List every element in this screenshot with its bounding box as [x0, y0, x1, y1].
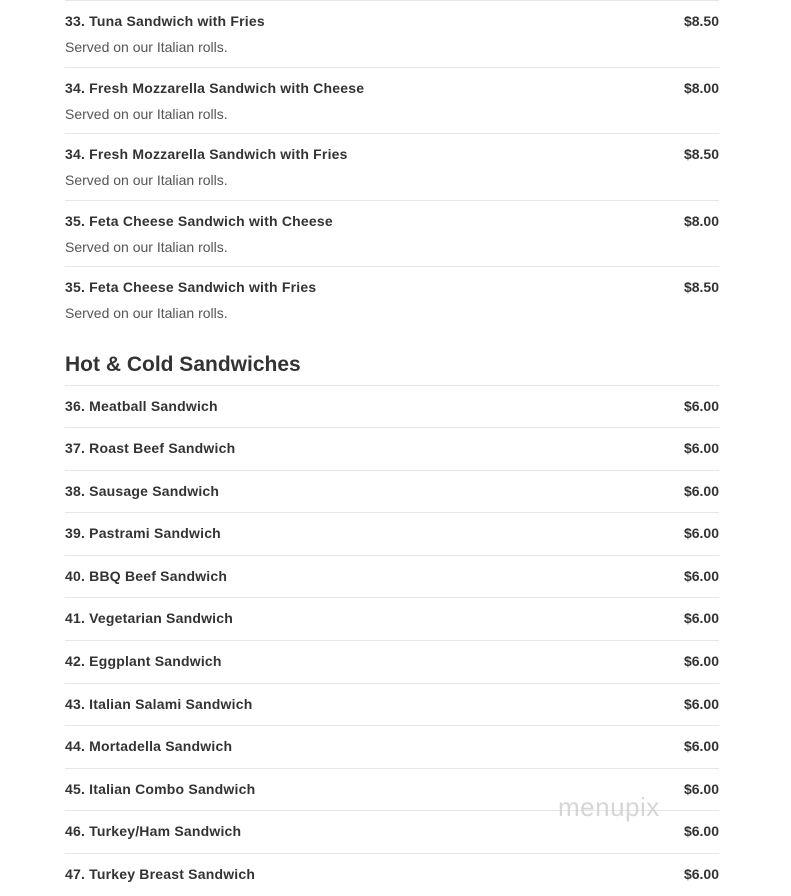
section-title: Hot & Cold Sandwiches — [65, 352, 301, 376]
menu-item-price: $6.00 — [683, 525, 719, 542]
menu-item-name: 35. Feta Cheese Sandwich with Fries — [65, 279, 317, 295]
menu-item-price: $6.00 — [683, 610, 719, 627]
menu-item-description: Served on our Italian rolls. — [65, 105, 228, 122]
menu-item-price: $8.50 — [683, 279, 719, 295]
menu-item-price: $6.00 — [683, 482, 719, 499]
menu-item-price: $6.00 — [683, 695, 719, 712]
menu-item-price: $6.00 — [683, 866, 719, 883]
menu-item-price: $8.00 — [683, 79, 719, 96]
menu-item-description: Served on our Italian rolls. — [65, 39, 228, 55]
menu-item-price: $8.50 — [683, 146, 719, 162]
menu-item-name: 34. Fresh Mozzarella Sandwich with Fries — [65, 146, 348, 162]
menu-item[interactable] — [65, 385, 719, 428]
menu-item-name: 47. Turkey Breast Sandwich — [65, 866, 256, 883]
menu-section-sandwiches-continued — [65, 0, 719, 333]
menu-item-price: $6.00 — [683, 780, 719, 797]
menu-item-price: $6.00 — [683, 397, 719, 414]
menu-item[interactable] — [65, 470, 719, 513]
menu-item-name: 35. Feta Cheese Sandwich with Cheese — [65, 212, 333, 229]
menu-item-name: 44. Mortadella Sandwich — [65, 738, 233, 755]
menu-item-name: 34. Fresh Mozzarella Sandwich with Cheese — [65, 79, 365, 96]
menu-item[interactable] — [65, 200, 719, 267]
menu-item-name: 38. Sausage Sandwich — [65, 482, 220, 499]
menu-item-name: 41. Vegetarian Sandwich — [65, 610, 233, 627]
menu-item[interactable] — [65, 597, 719, 640]
menu-item-description: Served on our Italian rolls. — [65, 305, 228, 321]
menu-item-name: 42. Eggplant Sandwich — [65, 653, 222, 670]
menu-item[interactable] — [65, 512, 719, 555]
menu-item[interactable] — [65, 683, 719, 726]
watermark-logo: menupix — [558, 792, 660, 822]
menu-item[interactable] — [65, 853, 719, 896]
menu-item[interactable] — [65, 133, 719, 200]
menu-item[interactable] — [65, 266, 719, 333]
menu-item-price: $8.00 — [683, 212, 719, 229]
menu-content — [65, 0, 719, 896]
menu-item-price: $6.00 — [683, 738, 719, 755]
menu-item[interactable] — [65, 0, 719, 67]
menu-item-price: $6.00 — [683, 823, 719, 840]
menu-item-name: 46. Turkey/Ham Sandwich — [65, 823, 242, 840]
menu-item[interactable] — [65, 67, 719, 134]
menu-item-name: 37. Roast Beef Sandwich — [65, 440, 236, 457]
menu-item-price: $6.00 — [683, 567, 719, 584]
menu-item[interactable] — [65, 725, 719, 768]
menu-item-description: Served on our Italian rolls. — [65, 172, 228, 188]
menu-item-name: 36. Meatball Sandwich — [65, 397, 218, 414]
menu-item-price: $8.50 — [683, 13, 719, 29]
menu-item[interactable] — [65, 555, 719, 598]
menu-item-description: Served on our Italian rolls. — [65, 238, 228, 255]
menu-item-price: $6.00 — [683, 653, 719, 670]
menu-item-name: 43. Italian Salami Sandwich — [65, 695, 253, 712]
section-heading — [65, 333, 719, 385]
menu-item-price: $6.00 — [683, 440, 719, 457]
menu-item[interactable] — [65, 427, 719, 470]
menu-item-name: 45. Italian Combo Sandwich — [65, 780, 256, 797]
menu-item-name: 39. Pastrami Sandwich — [65, 525, 221, 542]
menu-item[interactable] — [65, 640, 719, 683]
menu-item-name: 40. BBQ Beef Sandwich — [65, 567, 228, 584]
menu-item-name: 33. Tuna Sandwich with Fries — [65, 13, 265, 29]
